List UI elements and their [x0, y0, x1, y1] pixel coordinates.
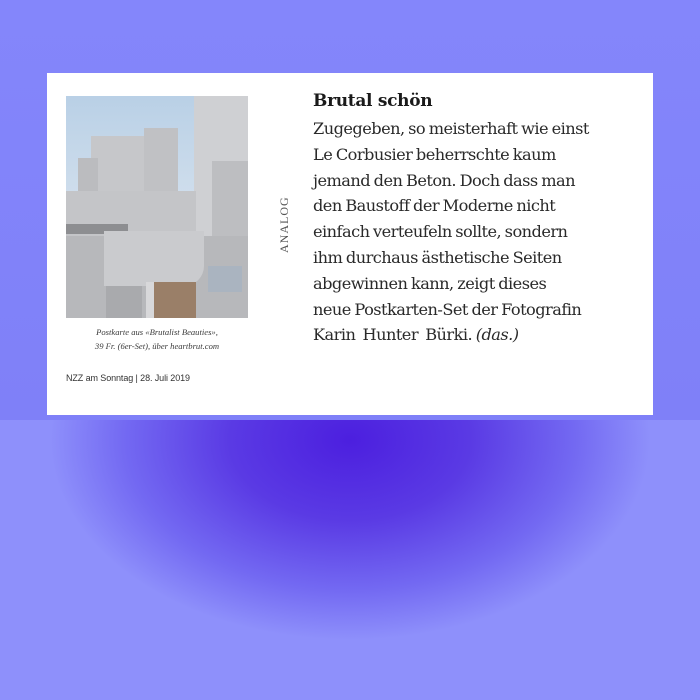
postcard-photo	[66, 96, 248, 318]
body-line: Karin Hunter Bürki.	[313, 325, 473, 345]
publication-source: NZZ am Sonntag | 28. Juli 2019	[66, 373, 190, 383]
body-last-line	[313, 322, 653, 348]
article-clipping	[47, 73, 653, 415]
body-line: Le Corbusier beherrschte kaum	[313, 144, 556, 164]
article-body	[313, 116, 653, 348]
article-title: Brutal schön	[313, 91, 433, 111]
caption-line-1: Postkarte aus «Brutalist Beauties»,	[96, 327, 218, 337]
kicker-label: ANALOG	[277, 196, 291, 253]
body-line: ihm durchaus ästhetische Seiten	[313, 247, 562, 267]
body-line: den Baustoff der Moderne nicht	[313, 196, 556, 216]
body-line: abgewinnen kann, zeigt dieses	[313, 273, 547, 293]
body-line: Zugegeben, so meisterhaft wie einst	[313, 119, 589, 138]
author-byline: (das.)	[475, 325, 519, 345]
photo-caption	[57, 325, 257, 353]
body-line: einfach verteufeln sollte, sondern	[313, 222, 568, 242]
body-line: neue Postkarten-Set der Fotografin	[313, 299, 582, 319]
caption-line-2: 39 Fr. (6er-Set), über heartbrut.com	[94, 341, 220, 351]
body-line: jemand den Beton. Doch dass man	[313, 170, 575, 190]
